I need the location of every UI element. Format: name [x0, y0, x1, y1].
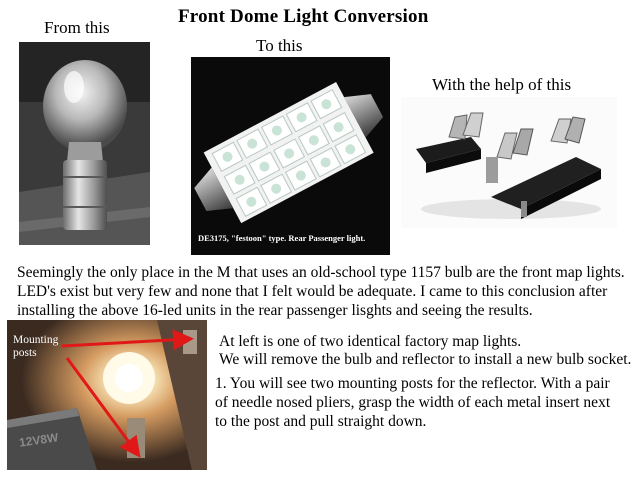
instruction-step-1: 1. You will see two mounting posts for the reflector. With a pair of needle nosed pliers, grasp the width of each metal insert next to the post and pull straight down.: [215, 375, 611, 430]
intro-paragraph: Seemingly the only place in the M that uses an old-school type 1157 bulb are the front map lights. LED's exist but very few and none that I felt would be adequate. I came to this conclusion after installing the above 16-led units in the rear passenger lisghts and seeing the results.: [17, 264, 625, 319]
bulb-marking: 12V8W: [18, 430, 60, 450]
arrow-to-post-bottom: [67, 358, 137, 453]
caption-from: From this: [44, 18, 110, 37]
socket-hardware-photo: [401, 97, 617, 228]
old-bulb-photo: [19, 42, 150, 245]
led-photo-label: DE3175, "festoon" type. Rear Passenger light.: [198, 233, 366, 243]
caption-help: With the help of this: [432, 75, 572, 94]
page-title: Front Dome Light Conversion: [178, 6, 429, 27]
instruction-line-2: We will remove the bulb and reflector to install a new bulb socket.: [219, 351, 632, 368]
caption-to: To this: [256, 36, 303, 55]
instruction-line-1: At left is one of two identical factory map lights.: [219, 333, 522, 350]
arrow-to-post-top: [62, 339, 188, 346]
led-festoon-photo: [191, 57, 390, 255]
map-light-photo: [7, 320, 207, 470]
mounting-posts-label: Mounting posts: [13, 334, 59, 359]
